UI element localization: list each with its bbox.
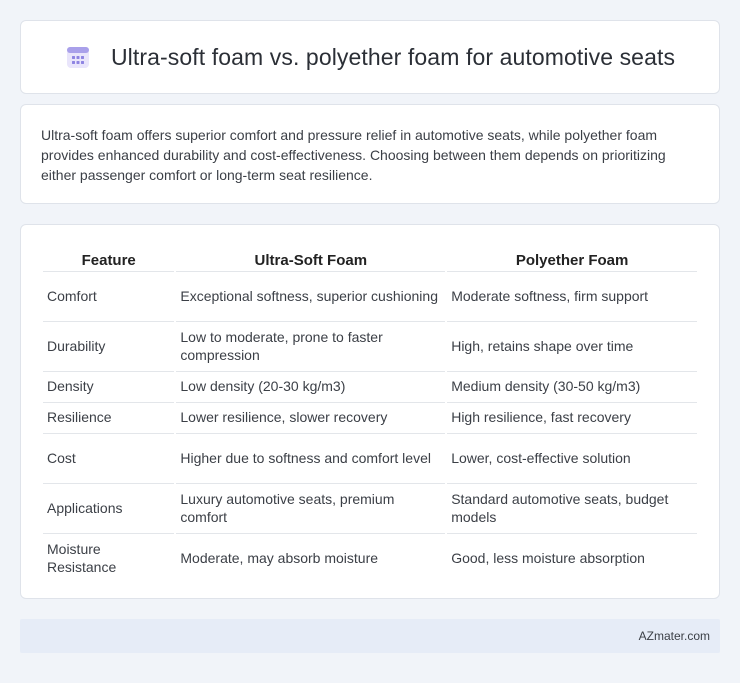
comparison-table [41, 245, 699, 583]
table-row [43, 533, 697, 581]
table-header-row [43, 247, 697, 269]
feature-cell: Density [43, 371, 174, 400]
title-card [20, 20, 720, 94]
summary-text: Ultra-soft foam offers superior comfort and pressure relief in automotive seats, while polyether foam provides enhanced durability and cost-effectiveness. Choosing between them depends on prioritizing either passenger comfort or long-term seat resilience. [41, 127, 666, 183]
polyether-cell: Medium density (30-50 kg/m3) [447, 371, 697, 400]
polyether-cell: Lower, cost-effective solution [447, 433, 697, 481]
polyether-cell: High, retains shape over time [447, 321, 697, 369]
polyether-cell: Moderate softness, firm support [447, 271, 697, 319]
header-feature: Feature [81, 252, 136, 269]
page-title: Ultra-soft foam vs. polyether foam for automotive seats [110, 43, 676, 70]
feature-cell: Applications [43, 483, 174, 531]
ultra-soft-cell: Exceptional softness, superior cushioning [176, 271, 445, 319]
polyether-cell: High resilience, fast recovery [447, 402, 697, 431]
polyether-cell: Standard automotive seats, budget models [447, 483, 697, 531]
table-row [43, 483, 697, 531]
feature-cell: Durability [43, 321, 174, 369]
header-polyether-foam: Polyether Foam [515, 252, 629, 269]
ultra-soft-cell: Lower resilience, slower recovery [176, 402, 445, 431]
ultra-soft-cell: Higher due to softness and comfort level [176, 433, 445, 481]
polyether-cell: Good, less moisture absorption [447, 533, 697, 581]
summary-card [20, 104, 720, 204]
ultra-soft-cell: Moderate, may absorb moisture [176, 533, 445, 581]
footer-brand[interactable]: AZmater.com [638, 629, 710, 643]
header-ultra-soft-foam: Ultra-Soft Foam [254, 252, 368, 269]
table-row [43, 371, 697, 400]
table-row [43, 321, 697, 369]
calendar-icon [65, 44, 91, 70]
feature-cell: Resilience [43, 402, 174, 431]
ultra-soft-cell: Low density (20-30 kg/m3) [176, 371, 445, 400]
table-row [43, 402, 697, 431]
table-row [43, 271, 697, 319]
feature-cell: Comfort [43, 271, 174, 319]
table-row [43, 433, 697, 481]
feature-cell: Cost [43, 433, 174, 481]
feature-cell: Moisture Resistance [43, 533, 174, 581]
footer [20, 619, 720, 653]
ultra-soft-cell: Luxury automotive seats, premium comfort [176, 483, 445, 531]
ultra-soft-cell: Low to moderate, prone to faster compression [176, 321, 445, 369]
comparison-card [20, 224, 720, 599]
